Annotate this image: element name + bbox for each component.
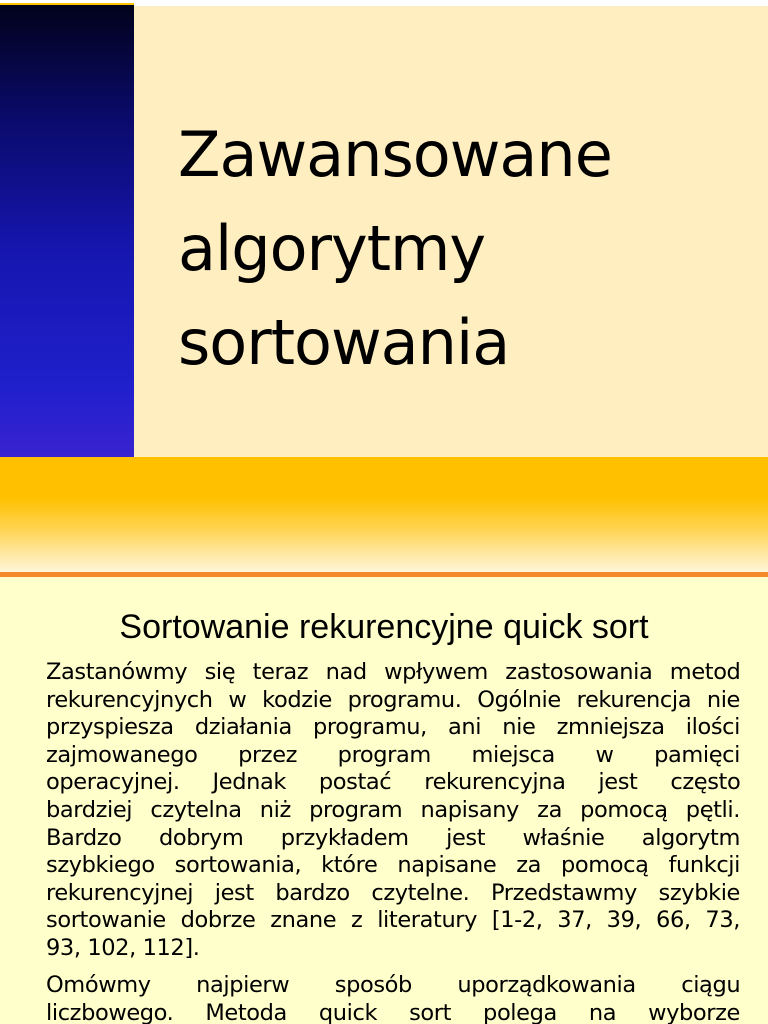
paragraph-line: rekurencyjnych w kodzie programu. Ogólnie rekurencja nie xyxy=(46,686,740,713)
paragraph-line: operacyjnej. Jednak postać rekurencyjna jest często xyxy=(46,769,741,796)
paragraph-line: zajmowanego przez program miejsca w pamięci xyxy=(46,741,740,768)
decorative-top-line xyxy=(0,3,134,5)
slide-title xyxy=(178,108,738,390)
slide-title-line: Zawansowane xyxy=(178,118,612,191)
content-slide xyxy=(0,577,768,1024)
decorative-gold-band xyxy=(0,457,768,573)
content-heading: Sortowanie rekurencyjne quick sort xyxy=(119,608,649,646)
paragraph-line: Zastanówmy się teraz nad wpływem zastosowania metod xyxy=(46,659,741,685)
body-paragraph xyxy=(46,972,740,1024)
paragraph-line: Bardzo dobrym przykładem jest właśnie algorytm xyxy=(46,824,740,851)
paragraph-line: 93, 102, 112]. xyxy=(46,934,200,961)
paragraph-line: rekurencyjnej jest bardzo czytelne. Przedstawmy szybkie xyxy=(46,879,740,906)
paragraph-line: przyspiesza działania programu, ani nie zmniejsza ilości xyxy=(46,714,740,741)
paragraph-line: bardziej czytelna niż program napisany za pomocą pętli. xyxy=(46,796,741,823)
paragraph-line: szybkiego sortowania, które napisane za pomocą funkcji xyxy=(46,852,740,879)
body-paragraph xyxy=(46,659,740,963)
slide-title-line: algorytmy xyxy=(178,212,486,285)
decorative-gradient-bar xyxy=(0,3,134,457)
slide-title-line: sortowania xyxy=(178,306,510,379)
paragraph-line: sortowanie dobrze znane z literatury [1-2, 37, 39, 66, 73, xyxy=(46,907,740,934)
paragraph-line: Omówmy najpierw sposób uporządkowania ciągu xyxy=(46,972,741,998)
paragraph-line: liczbowego. Metoda quick sort polega na wyborze xyxy=(46,999,740,1024)
